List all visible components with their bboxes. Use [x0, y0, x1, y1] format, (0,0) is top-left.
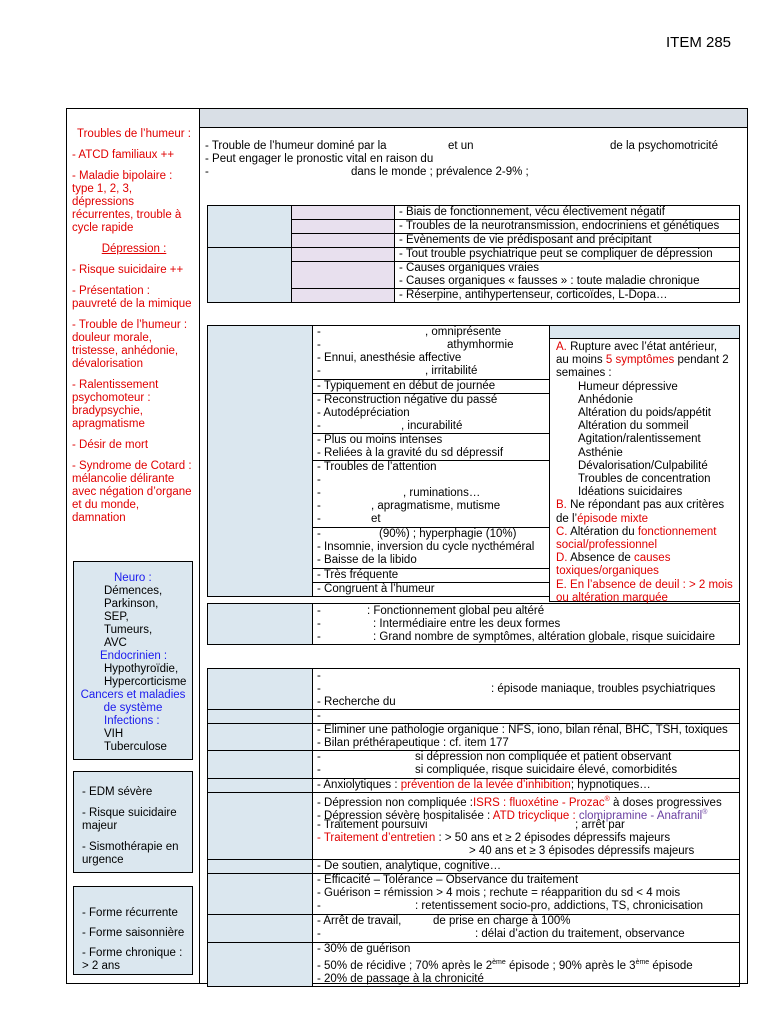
label-cell: [208, 724, 313, 751]
etio-cell: - Evènements de vie prédisposant and précipitant: [395, 234, 740, 248]
forme-item: - Forme chronique : > 2 ans: [82, 947, 183, 972]
clinical-text: - Autodépréciation: [317, 407, 410, 419]
clinical-cell: - Très fréquente: [313, 569, 550, 583]
criteria-text-a: au moins: [556, 354, 603, 367]
criteria-text-a: semaines :: [556, 367, 612, 380]
diag-text: : délai d’action du traitement, observance: [475, 928, 685, 940]
criteria-text-a: Rupture avec l’état antérieur,: [570, 341, 718, 353]
severity-text: : Fonctionnement global peu altéré: [367, 605, 545, 617]
severity-table: [207, 603, 740, 645]
diag-cell: [313, 874, 740, 915]
diag-cell: [313, 751, 740, 779]
clinical-text: - Plus ou moins intenses: [317, 434, 443, 446]
intro-line: - Peut engager le pronostic vital en raison du: [205, 153, 434, 165]
diag-line: [317, 832, 670, 845]
diag-text: - Eliminer une pathologie organique : NFS, iono, bilan rénal, BHC, TSH, toxiques: [317, 724, 728, 736]
intro-line: de la psychomotricité: [610, 140, 719, 152]
item-number: ITEM 285: [666, 34, 732, 51]
clinical-text: -: [317, 500, 321, 512]
symptom-item: Idéations suicidaires: [578, 486, 683, 499]
diag-cell: [313, 793, 740, 860]
clinical-text: -: [317, 420, 321, 432]
clinical-text: - Baisse de la libido: [317, 554, 417, 566]
intro-line: et un: [448, 140, 474, 152]
label-cell: [208, 915, 313, 943]
clinical-text: -: [317, 365, 321, 377]
prognosis-line: - 20% de passage à la chronicité: [317, 972, 484, 985]
diag-text: : épisode maniaque, troubles psychiatriques: [491, 683, 716, 695]
etio-cell: - Biais de fonctionnement, vécu électivement négatif: [395, 206, 740, 220]
organic-causes-box: [73, 561, 193, 760]
header-row: [200, 109, 747, 128]
diag-cell: [313, 724, 740, 751]
label-cell: [208, 943, 313, 987]
column-divider: [199, 108, 200, 984]
sidebar-atcd: - ATCD familiaux ++: [72, 149, 175, 161]
symptom-item: Altération du poids/appétit: [578, 407, 711, 420]
clinical-text: -: [317, 487, 321, 499]
hospit-item: - Risque suicidaire majeur: [82, 807, 177, 832]
intro-line: dans le monde ; prévalence 2-9% ;: [351, 166, 529, 178]
cancers-heading: Cancers et maladies de système: [80, 689, 186, 714]
diag-text: de prise en charge à 100%: [433, 915, 571, 927]
severity-text: -: [317, 605, 321, 617]
symptom-item: Troubles de concentration: [578, 473, 711, 486]
hospit-item: - Sismothérapie en urgence: [82, 841, 179, 866]
criteria-text: [556, 341, 740, 605]
diag-text: - Efficacité – Tolérance – Observance du traitement: [317, 874, 579, 886]
sidebar-presentation: - Présentation : pauvreté de la mimique: [72, 285, 192, 310]
criteria-letter: B.: [556, 499, 567, 512]
diag-text: ; arrêt par: [575, 819, 625, 831]
infections-heading: Infections :: [104, 715, 160, 727]
sidebar-desir: - Désir de mort: [72, 439, 149, 451]
diag-text: si dépression non compliquée et patient observant: [415, 751, 672, 763]
clinical-cell: [313, 394, 550, 434]
neuro-item: Tumeurs,: [104, 624, 153, 636]
diag-emphasis: prévention de la levée d’inhibition: [400, 779, 571, 791]
diag-text: - Arrêt de travail,: [317, 915, 402, 927]
diag-text: -: [317, 928, 321, 940]
severity-text: -: [317, 631, 321, 643]
registered-mark: ®: [702, 809, 708, 816]
diag-drug: clomipramine - Anafranil: [578, 809, 703, 822]
diag-cell: - De soutien, analytique, cognitive…: [313, 860, 740, 874]
clinical-cell: - Congruent à l’humeur: [313, 583, 550, 597]
criteria-emphasis: toxiques/organiques: [556, 565, 659, 578]
etio-cell: [395, 262, 740, 289]
clinical-text: -: [317, 513, 321, 525]
infection-item: Tuberculose: [104, 741, 167, 753]
criteria-emphasis: 5 symptômes: [605, 354, 675, 367]
sublabel-cell: [292, 234, 395, 248]
criteria-letter: A.: [556, 341, 567, 353]
neuro-item: Démences,: [104, 585, 163, 597]
neuro-item: SEP,: [104, 611, 129, 623]
diag-text: épisode ; 90% après le 3: [508, 959, 636, 972]
label-cell: [208, 248, 292, 303]
criteria-letter: C.: [556, 525, 568, 538]
intro-line: - Trouble de l’humeur dominé par la: [205, 140, 387, 152]
diag-cell: [313, 779, 740, 793]
clinical-table: [207, 325, 550, 597]
clinical-cell: [313, 326, 550, 380]
neuro-heading: Neuro :: [114, 572, 152, 584]
clinical-text: (90%) ; hyperphagie (10%): [379, 528, 517, 540]
symptom-item: Humeur dépressive: [578, 380, 678, 393]
neuro-item: Parkinson,: [104, 598, 159, 610]
clinical-text: -: [317, 528, 321, 540]
prognosis-line: - 30% de guérison: [317, 943, 411, 955]
clinical-cell: - Typiquement en début de journée: [313, 380, 550, 394]
diag-emphasis: ATD tricyclique :: [492, 809, 576, 822]
severity-cell: [313, 604, 740, 645]
formes-box: [73, 886, 193, 975]
symptom-item: Anhédonie: [578, 393, 633, 406]
sublabel-cell: [292, 262, 395, 289]
diag-cell: [313, 943, 740, 987]
clinical-text: et: [371, 513, 381, 525]
diag-text: si compliquée, risque suicidaire élevé, comorbidités: [415, 764, 678, 776]
sidebar-ralentissement: - Ralentissement psychomoteur : bradypsychie, apragmatisme: [72, 379, 159, 430]
label-cell: [208, 793, 313, 860]
criteria-text-d: Absence de: [570, 552, 631, 565]
label-cell: [208, 326, 313, 597]
criteria-letter: D.: [556, 552, 568, 565]
criteria-text-b: Ne répondant pas aux critères: [570, 499, 725, 512]
criteria-text-b: de l’: [556, 512, 578, 525]
diag-text: > 40 ans et ≥ 3 épisodes dépressifs majeurs: [469, 845, 695, 857]
superscript: ème: [635, 959, 650, 966]
symptom-item: Altération du sommeil: [578, 420, 689, 433]
label-cell: [208, 874, 313, 915]
diag-text: épisode: [652, 959, 693, 972]
clinical-text: , ruminations…: [403, 487, 481, 499]
diag-text: -: [317, 683, 321, 695]
sublabel-cell: [292, 220, 395, 234]
superscript: ème: [492, 959, 506, 966]
clinical-text: - Reliées à la gravité du sd dépressif: [317, 447, 504, 459]
diag-emphasis: - Traitement d’entretien: [317, 832, 436, 844]
criteria-text-a: pendant 2: [677, 354, 729, 367]
clinical-text: - Troubles de l’attention: [317, 461, 437, 473]
diag-text: -: [317, 751, 321, 763]
clinical-text: - Ennui, anesthésie affective: [317, 352, 462, 364]
prognosis-line: [317, 956, 739, 973]
clinical-cell: [313, 461, 550, 528]
criteria-emphasis: fonctionnement: [637, 525, 717, 538]
symptom-item: Asthénie: [578, 446, 623, 459]
intro-block: [205, 140, 745, 182]
sublabel-cell: [292, 206, 395, 220]
sublabel-cell: [292, 289, 395, 303]
diag-text: - Bilan préthérapeutique : cf. item 177: [317, 737, 509, 749]
diag-cell: [313, 915, 740, 943]
criteria-header: [549, 325, 740, 339]
etio-line: - Causes organiques « fausses » : toute maladie chronique: [399, 275, 700, 287]
forme-item: - Forme récurrente: [82, 907, 178, 919]
sidebar: [72, 128, 196, 533]
diag-text: -: [317, 764, 321, 776]
symptom-item: Dévalorisation/Culpabilité: [578, 459, 708, 472]
endoc-item: Hypercorticisme: [104, 676, 187, 688]
diag-text: - Traitement poursuivi: [317, 819, 428, 831]
diag-text: ; hypnotiques…: [570, 779, 651, 791]
label-cell: [208, 206, 292, 248]
etio-line: - Causes organiques vraies: [399, 262, 539, 274]
label-cell: [208, 779, 313, 793]
clinical-cell: [313, 434, 550, 461]
sidebar-cotard: - Syndrome de Cotard : mélancolie délirante avec négation d’organe et du monde, damnation: [72, 460, 192, 524]
clinical-text: -: [317, 339, 321, 351]
hospit-item: - EDM sévère: [82, 786, 153, 798]
label-cell: [208, 669, 313, 710]
sublabel-cell: [292, 248, 395, 262]
diag-text: - Anxiolytiques :: [317, 779, 398, 791]
intro-line: -: [205, 166, 209, 178]
etio-cell: - Réserpine, antihypertenseur, corticoïdes, L-Dopa…: [395, 289, 740, 303]
etio-cell: - Troubles de la neurotransmission, endocriniens et génétiques: [395, 220, 740, 234]
diag-text: : > 50 ans et ≥ 2 épisodes dépressifs majeurs: [438, 832, 671, 844]
criteria-emphasis: social/professionnel: [556, 539, 658, 552]
diag-text: - Guérison = rémission > 4 mois ; rechute = réapparition du sd < 4 mois: [317, 887, 681, 899]
infection-item: VIH: [104, 728, 124, 740]
diag-text: - Dépression non compliquée :: [317, 796, 473, 809]
clinical-cell: [313, 528, 550, 569]
clinical-text: , incurabilité: [401, 420, 463, 432]
criteria-text-c: Altération du: [570, 525, 635, 538]
symptom-item: Agitation/ralentissement: [578, 433, 701, 446]
diag-text: - Dépression sévère hospitalisée :: [317, 809, 491, 822]
criteria-e: E. En l’absence de deuil : > 2 mois ou altération marquée: [556, 578, 733, 604]
management-table: [207, 668, 740, 987]
diag-text: à doses progressives: [613, 796, 722, 809]
clinical-text: athymhormie: [447, 339, 514, 351]
severity-text: : Grand nombre de symptômes, altération globale, risque suicidaire: [373, 631, 715, 643]
clinical-text: -: [317, 326, 321, 338]
etiology-table: [207, 205, 740, 303]
sidebar-troubles-heading: Troubles de l’humeur :: [77, 128, 191, 140]
criteria-emphasis: causes: [634, 552, 671, 565]
clinical-text: , irritabilité: [425, 365, 478, 377]
diag-cell: [313, 669, 740, 710]
endoc-item: Hypothyroïdie,: [104, 663, 179, 675]
criteria-emphasis: épisode mixte: [577, 512, 649, 525]
label-cell: [208, 604, 313, 645]
clinical-text: - Reconstruction négative du passé: [317, 394, 498, 406]
sidebar-depression-heading: Dépression :: [101, 243, 167, 255]
registered-mark: ®: [604, 796, 610, 803]
hospitalisation-box: [73, 771, 193, 873]
severity-text: -: [317, 618, 321, 630]
label-cell: [208, 710, 313, 724]
diag-text: -: [317, 900, 321, 912]
diag-cell: -: [313, 710, 740, 724]
sidebar-risque: - Risque suicidaire ++: [72, 264, 184, 276]
severity-text: : Intermédiaire entre les deux formes: [373, 618, 561, 630]
sidebar-bipolaire: - Maladie bipolaire : type 1, 2, 3, dépressions récurrentes, trouble à cycle rapide: [72, 170, 182, 234]
sidebar-trouble-humeur: - Trouble de l’humeur : douleur morale, tristesse, anhédonie, dévalorisation: [72, 319, 188, 370]
neuro-item: AVC: [104, 637, 127, 649]
diag-text: - 50% de récidive ; 70% après le 2: [317, 959, 493, 972]
label-cell: [208, 860, 313, 874]
label-cell: [208, 751, 313, 779]
clinical-text: , apragmatisme, mutisme: [371, 500, 501, 512]
clinical-text: - Insomnie, inversion du cycle nycthéméral: [317, 541, 535, 553]
endoc-heading: Endocrinien :: [100, 650, 168, 662]
diag-emphasis: ISRS : fluoxétine - Prozac: [472, 796, 605, 809]
clinical-text: -: [317, 474, 321, 486]
diag-text: : retentissement socio-pro, addictions, TS, chronicisation: [415, 900, 704, 912]
clinical-text: , omniprésente: [425, 326, 502, 338]
etio-cell: - Tout trouble psychiatrique peut se compliquer de dépression: [395, 248, 740, 262]
diag-text: -: [317, 670, 321, 682]
diag-text: - Recherche du: [317, 696, 396, 708]
forme-item: - Forme saisonnière: [82, 927, 185, 939]
